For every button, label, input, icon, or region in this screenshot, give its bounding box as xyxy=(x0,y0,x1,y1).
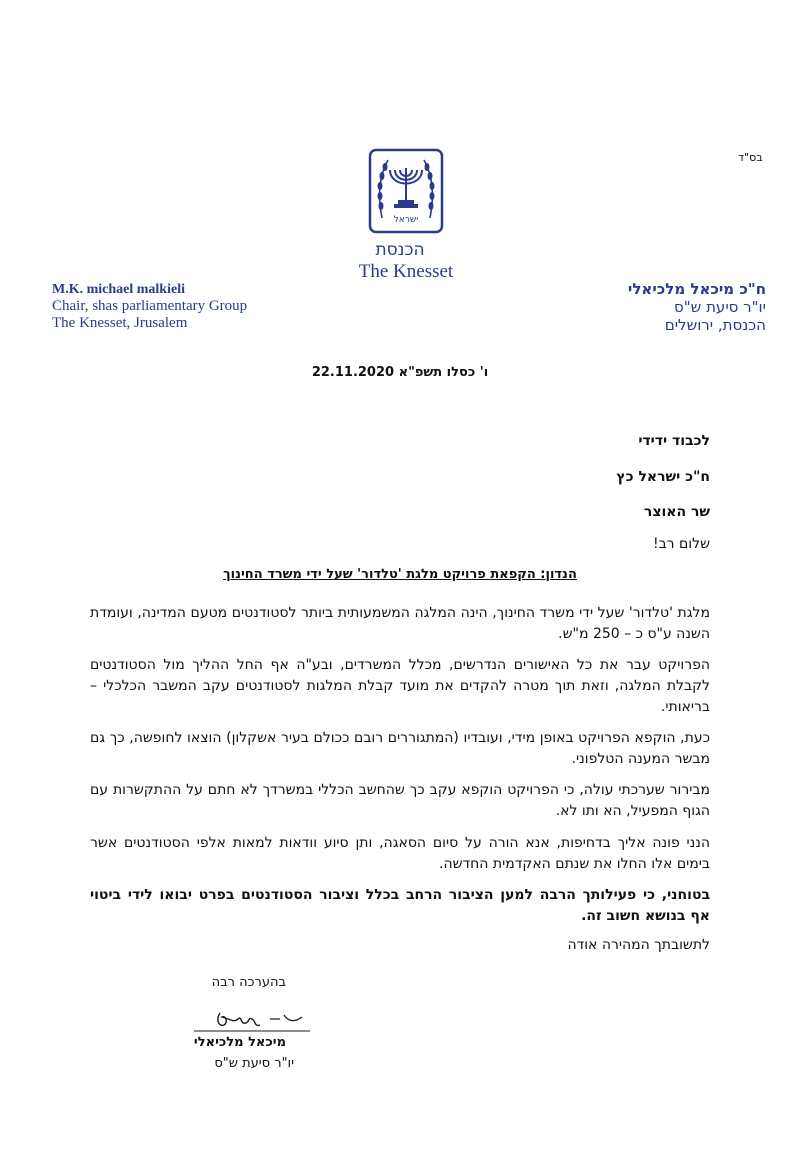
paragraph-4: מבירור שערכתי עולה, כי הפרויקט הוקפא עקב כך שהחשב הכללי במשרדך לא חתם על ההתקשרות עם הגוף המפעיל, הא ותו לא. xyxy=(90,782,710,819)
paragraph-3: כעת, הוקפא הפרויקט באופן מידי, ועובדיו (המתגוררים רובם ככולם בעיר אשקלון) הוצאו לחופשה, כך גם מבשר המענה הטלפוני. xyxy=(90,730,710,767)
paragraph-2: הפרויקט עבר את כל האישורים הנדרשים, מכלל המשרדים, ובע"ה אף החל ההליך מול הסטודנטים לקבלת המלגה, וזאת תוך מטרה להקדים את מועד קבלת המלגות לסטודנטים עקב המשבר הכלכלי – בריאותי. xyxy=(90,657,710,715)
paragraph-1: מלגת 'טלדור' שעל ידי משרד החינוך, הינה המלגה המשמעותית ביותר לסטודנטים מטעם המדינה, ועומדת השנה ע"ס כ – 250 מ"ש. xyxy=(90,605,710,642)
sender-name-he: ח"כ מיכאל מלכיאלי xyxy=(627,280,766,298)
knesset-emblem-icon xyxy=(368,148,444,234)
sender-hebrew xyxy=(628,280,766,334)
paragraph-5: הנני פונה אליך בדחיפות, אנא הורה על סיום הסאגה, ותן סיוע וודאות למאות אלפי הסטודנטים אשר בימים אלו החלו את שנתם האקדמית החדשה. xyxy=(90,835,710,872)
top-note: בס"ד xyxy=(738,151,763,164)
signer-name: מיכאל מלכיאלי xyxy=(193,1035,286,1050)
recipient-name: ח"כ ישראל כץ xyxy=(616,469,710,485)
signer-title: יו"ר סיעת ש"ס xyxy=(214,1056,294,1071)
sender-title-en: Chair, shas parliamentary Group xyxy=(52,298,248,314)
letter-date: ו' כסלו תשפ"א 22.11.2020 xyxy=(311,365,489,380)
greeting: שלום רב! xyxy=(652,536,710,552)
sender-title-he: יו"ר סיעת ש"ס xyxy=(674,298,766,316)
regards: בהערכה רבה xyxy=(211,975,286,990)
sender-name-en: M.K. michael malkieli xyxy=(52,282,185,297)
letter-subject: הנדון: הקפאת פרויקט מלגת 'טלדור' שעל ידי משרד החינוך xyxy=(223,567,577,582)
sender-address-en: The Knesset, Jrusalem xyxy=(52,315,188,331)
recipient-title: שר האוצר xyxy=(643,504,710,520)
closing-line: לתשובתך המהירה אודה xyxy=(567,937,710,953)
recipient-salutation: לכבוד ידידי xyxy=(638,433,710,449)
sender-english xyxy=(52,281,247,332)
sender-address-he: הכנסת, ירושלים xyxy=(664,316,766,334)
emblem-text: ישראל xyxy=(393,215,419,225)
paragraph-6: בטוחני, כי פעילותך הרבה למען הציבור הרחב בכלל וציבור הסטודנטים בפרט יבואו לידי ביטוי אף בנושא חשוב זה. xyxy=(90,887,710,924)
institution-hebrew: הכנסת xyxy=(375,240,425,260)
institution-english: The Knesset xyxy=(358,261,454,282)
